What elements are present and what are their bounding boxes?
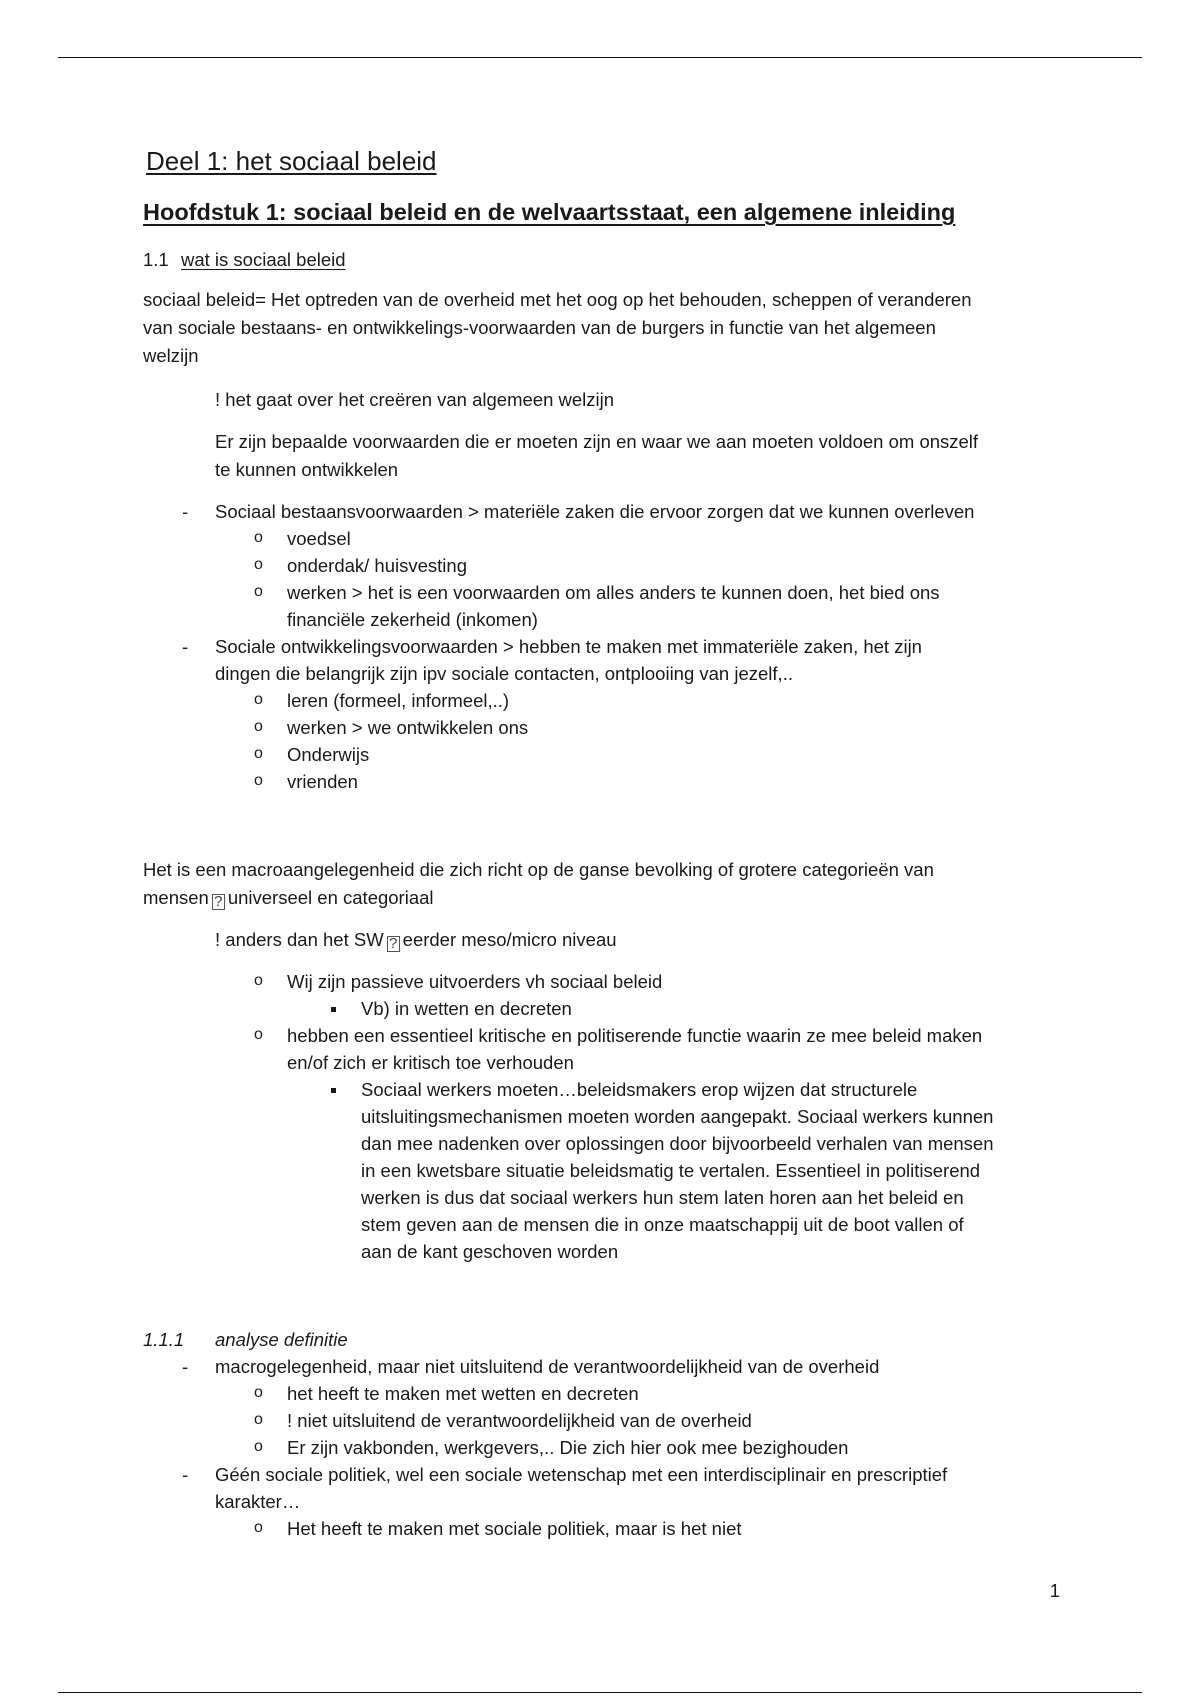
macro-paragraph: Het is een macroaangelegenheid die zich richt op de ganse bevolking of grotere categorieën van mensen ? universeel en categoriaal bbox=[143, 859, 934, 910]
definition-line: Het optreden van de overheid met het oog op het behouden, scheppen of veranderen bbox=[271, 289, 972, 310]
section-number: 1.1 bbox=[143, 249, 169, 270]
note-welzijn: ! het gaat over het creëren van algemeen welzijn bbox=[215, 389, 615, 410]
list-item: o leren (formeel, informeel,..) bbox=[287, 687, 974, 714]
page-number: 1 bbox=[1049, 1580, 1060, 1601]
list-item: o werken > het is een voorwaarden om alles anders te kunnen doen, het bied ons financiële zekerheid (inkomen) bbox=[287, 579, 974, 633]
list-item: o ! niet uitsluitend de verantwoordelijkheid van de overheid bbox=[287, 1407, 947, 1434]
part-title: Deel 1: het sociaal beleid bbox=[146, 146, 437, 176]
section-title: wat is sociaal beleid bbox=[181, 249, 346, 270]
sw-note: ! anders dan het SW ? eerder meso/micro niveau bbox=[215, 929, 617, 952]
list-item: o Het heeft te maken met sociale politiek, maar is het niet bbox=[287, 1515, 947, 1542]
list-item-bestaans: - Sociaal bestaansvoorwaarden > materiële zaken die ervoor zorgen dat we kunnen overleven o voedsel o onderdak/ huisvesting o werken > het is een voorwaarden om alles anders te kunnen doen, het bied ons financiële zekerheid (inkomen) bbox=[215, 498, 974, 633]
list-item-ontwikkelings: - Sociale ontwikkelingsvoorwaarden > hebben te maken met immateriële zaken, het zijn dingen die belangrijk zijn ipv sociale contacten, ontplooiing van jezelf,.. o leren (formeel, informeel,..) o werken > we ontwikkelen ons o Onderwijs o vrienden bbox=[215, 633, 974, 795]
list-item: o vrienden bbox=[287, 768, 974, 795]
list-item: o Onderwijs bbox=[287, 741, 974, 768]
analyse-list bbox=[215, 1353, 947, 1542]
list-item: o het heeft te maken met wetten en decreten bbox=[287, 1380, 947, 1407]
list-item: o onderdak/ huisvesting bbox=[287, 552, 974, 579]
list-item: o hebben een essentieel kritische en politiserende functie waarin ze mee beleid maken en/of zich er kritisch toe verhouden Sociaal werkers moeten…beleidsmakers erop wijzen dat structurele uitsluitingsmechanismen moeten worden aangepakt. Sociaal werkers kunnen dan mee nadenken over oplossingen door bijvoorbeeld verhalen van mensen in een kwetsbare situatie beleidsmatig te vertalen. Essentieel in politiserend werken is dus dat sociaal werkers hun stem laten horen aan het beleid en stem geven aan de mensen die in onze maatschappij uit de boot vallen of aan de kant geschoven worden bbox=[287, 1022, 994, 1265]
list-item: - macrogelegenheid, maar niet uitsluitend de verantwoordelijkheid van de overheid o het heeft te maken met wetten en decreten o ! niet uitsluitend de verantwoordelijkheid van de overheid o Er zijn vakbonden, werkgevers,.. Die zich hier ook mee bezighouden bbox=[215, 1353, 947, 1461]
list-item: Vb) in wetten en decreten bbox=[361, 995, 994, 1022]
chapter-title: Hoofdstuk 1: sociaal beleid en de welvaartsstaat, een algemene inleiding bbox=[143, 199, 956, 225]
missing-glyph-icon: ? bbox=[387, 936, 400, 952]
definition-line: van sociale bestaans- en ontwikkelings-voorwaarden van de burgers in functie van het algemeen bbox=[143, 317, 936, 338]
footer-rule bbox=[58, 1692, 1142, 1693]
conditions-line: te kunnen ontwikkelen bbox=[215, 459, 399, 480]
subsection-heading bbox=[143, 1326, 348, 1354]
list-item: o Er zijn vakbonden, werkgevers,.. Die zich hier ook mee bezighouden bbox=[287, 1434, 947, 1461]
section-heading bbox=[143, 246, 346, 274]
conditions-intro bbox=[215, 428, 978, 484]
subsection-title: analyse definitie bbox=[215, 1329, 348, 1350]
definition-line: welzijn bbox=[143, 345, 199, 366]
subsection-number: 1.1.1 bbox=[143, 1329, 185, 1350]
header-rule bbox=[58, 57, 1142, 58]
definition-term: sociaal beleid= bbox=[143, 289, 266, 310]
conditions-line: Er zijn bepaalde voorwaarden die er moeten zijn en waar we aan moeten voldoen om onszelf bbox=[215, 431, 979, 452]
roles-list bbox=[287, 968, 994, 1265]
conditions-list bbox=[215, 498, 974, 795]
definition-paragraph bbox=[143, 286, 971, 370]
missing-glyph-icon: ? bbox=[212, 894, 225, 910]
list-item: o Wij zijn passieve uitvoerders vh sociaal beleid Vb) in wetten en decreten bbox=[287, 968, 994, 1022]
quote-item: Sociaal werkers moeten…beleidsmakers erop wijzen dat structurele uitsluitingsmechanismen moeten worden aangepakt. Sociaal werkers kunnen dan mee nadenken over oplossingen door bijvoorbeeld verhalen van mensen in een kwetsbare situatie beleidsmatig te vertalen. Essentieel in politiserend werken is dus dat sociaal werkers hun stem laten horen aan het beleid en stem geven aan de mensen die in onze maatschappij uit de boot vallen of aan de kant geschoven worden bbox=[361, 1076, 994, 1265]
list-item: o voedsel bbox=[287, 525, 974, 552]
list-item: - Géén sociale politiek, wel een sociale wetenschap met een interdisciplinair en prescriptief karakter… o Het heeft te maken met sociale politiek, maar is het niet bbox=[215, 1461, 947, 1542]
list-item: o werken > we ontwikkelen ons bbox=[287, 714, 974, 741]
